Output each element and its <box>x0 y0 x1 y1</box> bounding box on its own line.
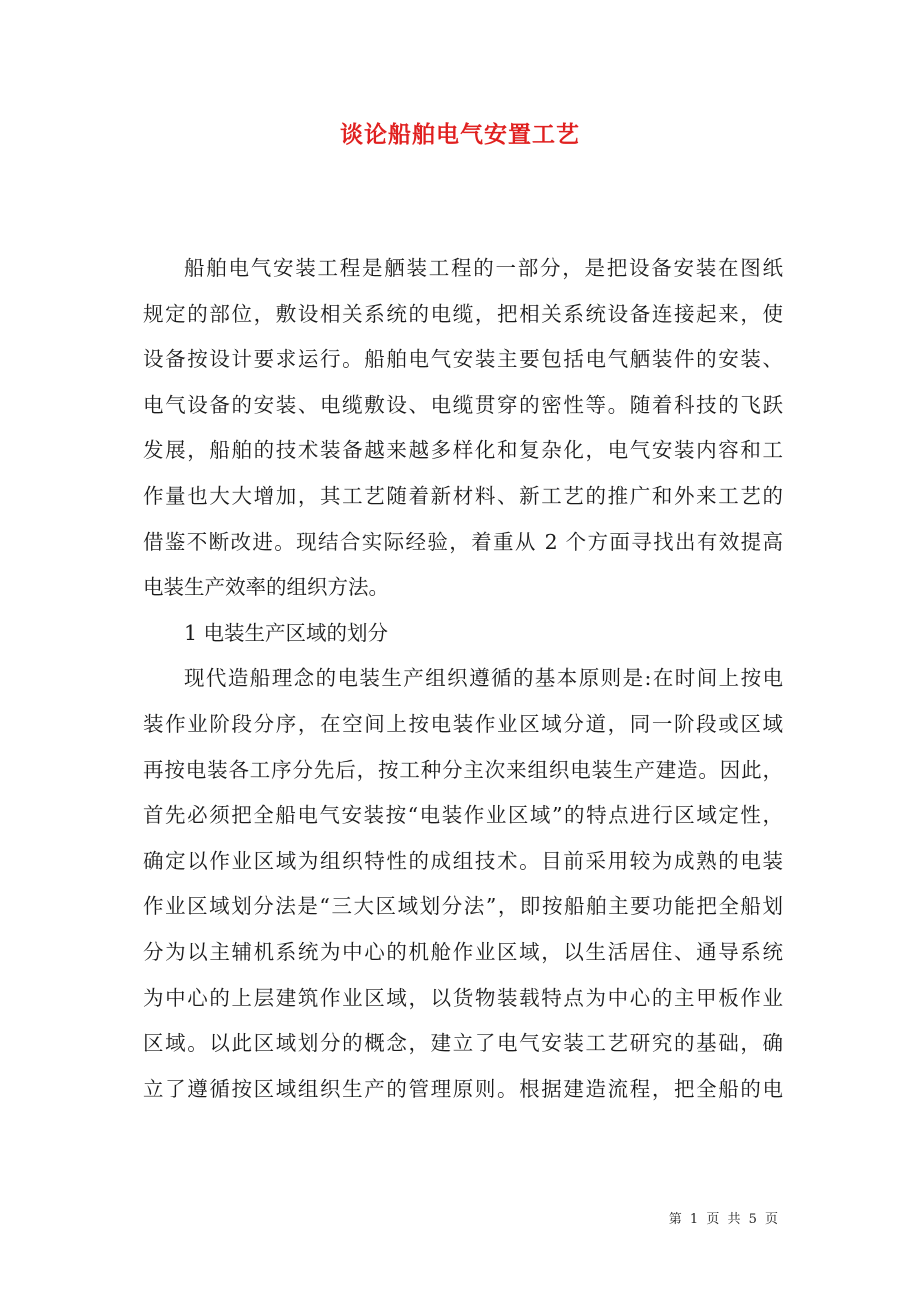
paragraph-line: 装作业阶段分序，在空间上按电装作业区域分道，同一阶段或区域 <box>143 711 783 736</box>
paragraph-line: 立了遵循按区域组织生产的管理原则。根据建造流程，把全船的电 <box>143 1076 783 1101</box>
paragraph-line: 1 电装生产区域的划分 <box>184 620 389 645</box>
paragraph-line: 确定以作业区域为组织特性的成组技术。目前采用较为成熟的电装 <box>143 848 783 873</box>
paragraph-line: 借鉴不断改进。现结合实际经验，着重从 2 个方面寻找出有效提高 <box>143 529 783 554</box>
paragraph-line: 再按电装各工序分先后，按工种分主次来组织电装生产建造。因此， <box>143 757 783 782</box>
paragraph-line: 区域。以此区域划分的概念，建立了电气安装工艺研究的基础，确 <box>143 1031 783 1056</box>
paragraph-line: 电气设备的安装、电缆敷设、电缆贯穿的密性等。随着科技的飞跃 <box>143 392 783 417</box>
document-title: 谈论船舶电气安置工艺 <box>340 121 580 148</box>
paragraph-line: 分为以主辅机系统为中心的机舱作业区域，以生活居住、通导系统 <box>143 939 783 964</box>
paragraph-line: 作业区域划分法是“三大区域划分法”，即按船舶主要功能把全船划 <box>143 894 783 919</box>
paragraph-line: 规定的部位，敷设相关系统的电缆，把相关系统设备连接起来，使 <box>143 301 783 326</box>
paragraph-line: 现代造船理念的电装生产组织遵循的基本原则是:在时间上按电 <box>184 666 783 691</box>
paragraph-line: 发展，船舶的技术装备越来越多样化和复杂化，电气安装内容和工 <box>143 438 783 463</box>
document-body <box>143 246 783 1112</box>
paragraph-line: 作量也大大增加，其工艺随着新材料、新工艺的推广和外来工艺的 <box>143 483 783 508</box>
paragraph-line: 船舶电气安装工程是舾装工程的一部分，是把设备安装在图纸 <box>184 256 783 280</box>
page-number-footer: 第 1 页 共 5 页 <box>668 1212 780 1227</box>
paragraph-line: 设备按设计要求运行。船舶电气安装主要包括电气舾装件的安装、 <box>143 347 783 372</box>
paragraph-line: 为中心的上层建筑作业区域，以货物装载特点为中心的主甲板作业 <box>143 985 783 1010</box>
paragraph-line: 首先必须把全船电气安装按“电装作业区域”的特点进行区域定性， <box>143 803 783 828</box>
paragraph-line: 电装生产效率的组织方法。 <box>143 575 389 600</box>
